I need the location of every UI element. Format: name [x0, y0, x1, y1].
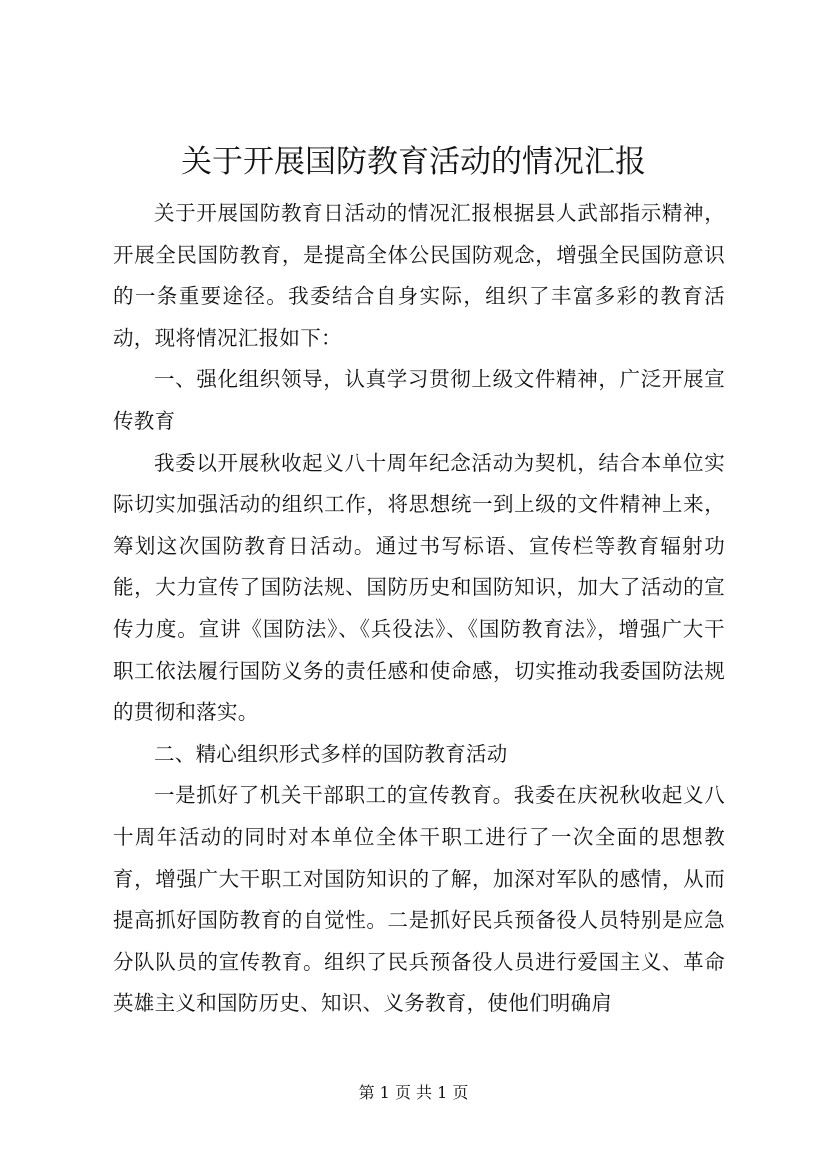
- document-body: [113, 193, 725, 1025]
- section-heading-2: 二、精心组织形式多样的国防教育活动: [154, 741, 508, 766]
- paragraph-intro: 关于开展国防教育日活动的情况汇报根据县人武部指示精神，开展全民国防教育，是提高全体公民国防观念，增强全民国防意识的一条重要途径。我委结合自身实际，组织了丰富多彩的教育活动，现将情况汇报如下：: [113, 201, 725, 350]
- document-title: 关于开展国防教育活动的情况汇报: [181, 144, 646, 180]
- section-heading-1: 一、强化组织领导，认真学习贯彻上级文件精神，广泛开展宣传教育: [113, 367, 725, 433]
- paragraph-section-2: 一是抓好了机关干部职工的宣传教育。我委在庆祝秋收起义八十周年活动的同时对本单位全体干职工进行了一次全面的思想教育，增强广大干职工对国防知识的了解，加深对军队的感情，从而提高抓好国防教育的自觉性。二是抓好民兵预备役人员特别是应急分队队员的宣传教育。组织了民兵预备役人员进行爱国主义、革命英雄主义和国防历史、知识、义务教育，使他们明确肩: [113, 783, 725, 1016]
- page-footer: 第 1 页 共 1 页: [358, 1083, 469, 1102]
- paragraph-section-1: 我委以开展秋收起义八十周年纪念活动为契机，结合本单位实际切实加强活动的组织工作，将思想统一到上级的文件精神上来，筹划这次国防教育日活动。通过书写标语、宣传栏等教育辐射功能，大力宣传了国防法规、国防历史和国防知识，加大了活动的宣传力度。宣讲《国防法》、《兵役法》、《国防教育法》，增强广大干职工依法履行国防义务的责任感和使命感，切实推动我委国防法规的贯彻和落实。: [113, 450, 725, 725]
